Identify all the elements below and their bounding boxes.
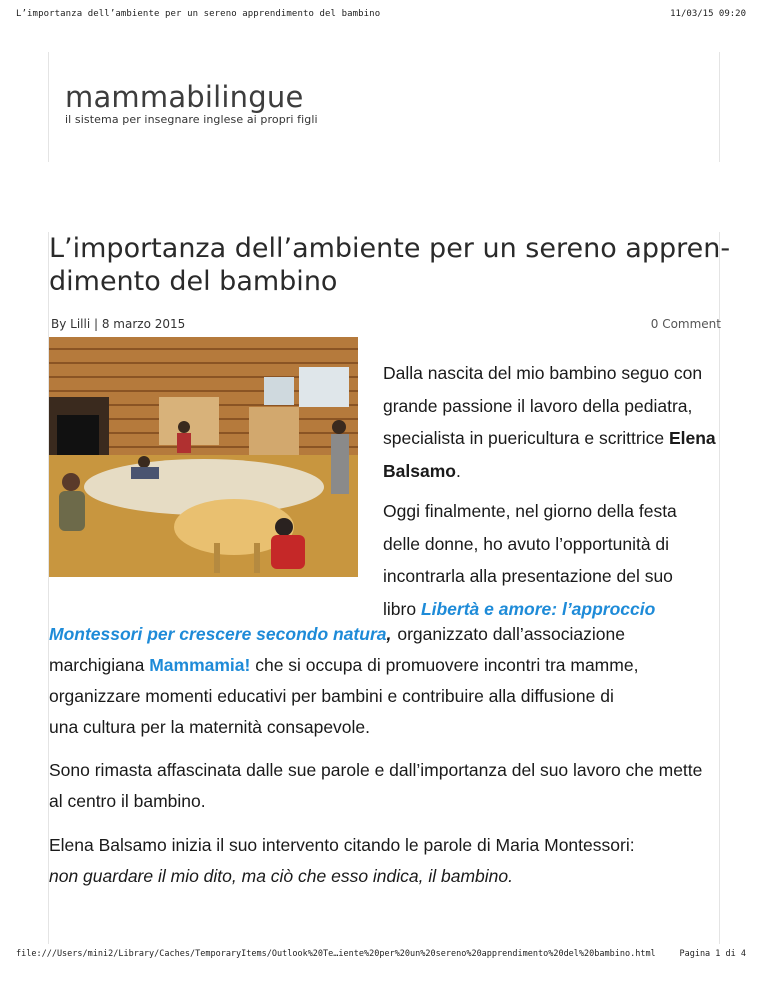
print-header — [16, 9, 746, 23]
montessori-quote: non guardare il mio dito, ma ciò che esso indica, il bambino. — [49, 866, 513, 886]
header-right-border — [719, 52, 720, 162]
article-title — [49, 232, 739, 298]
paragraph-2-intro: Oggi finalmente, nel giorno della festa delle donne, ho avuto l’opportunità di incontrarla alla presentazione del suo libro Libertà e amore: l’approccio — [383, 501, 677, 619]
header-left-border — [48, 52, 49, 162]
mammamia-link[interactable]: Mammamia! — [149, 655, 251, 675]
article-meta: By Lilli | 8 marzo 2015 — [51, 317, 186, 331]
paragraph-2-cont: Montessori per crescere secondo natura, organizzato dall’associazione marchigiana Mammamia! che si occupa di promuovere incontri tra mamme, organizzare momenti educativi per bambini e contribuire alla diffusione di una cultura per la maternità consapevole. — [49, 624, 639, 737]
paragraph-3: Sono rimasta affascinata dalle sue parole e dall’importanza del suo lavoro che mette al centro il bambino. — [49, 760, 703, 811]
article-photo — [49, 337, 358, 577]
article-title-line2: dimento del bambino — [49, 266, 338, 297]
article-title-line1: L’importanza dell’ambiente per un sereno appren- — [49, 233, 731, 264]
print-footer-url: file:///Users/mini2/Library/Caches/TemporaryItems/Outlook%20Te…iente%20per%20un%20sereno%20apprendimento%20del%20bambino.html — [16, 949, 656, 959]
site-tagline: il sistema per insegnare inglese ai propri figli — [65, 113, 318, 126]
print-footer-page: Pagina 1 di 4 — [679, 949, 746, 959]
site-logo[interactable] — [65, 80, 318, 126]
book-link-part2[interactable]: Montessori per crescere secondo natura — [49, 624, 387, 644]
print-header-datetime: 11/03/15 09:20 — [670, 9, 746, 19]
comments-link[interactable]: 0 Comment — [650, 317, 721, 331]
print-footer — [16, 949, 746, 963]
site-name: mammabilingue — [65, 80, 304, 114]
paragraph-4: Elena Balsamo inizia il suo intervento citando le parole di Maria Montessori: non guardare il mio dito, ma ciò che esso indica, il bambino. — [49, 835, 635, 886]
print-header-title: L’importanza dell’ambiente per un sereno apprendimento del bambino — [16, 9, 381, 19]
book-link-part1[interactable]: Libertà e amore: l’approccio — [420, 598, 656, 619]
author-name: Elena Balsamo — [383, 428, 716, 481]
paragraph-1: Dalla nascita del mio bambino seguo con grande passione il lavoro della pediatra, specialista in puericultura e scrittrice Elena Balsamo. — [383, 363, 716, 481]
